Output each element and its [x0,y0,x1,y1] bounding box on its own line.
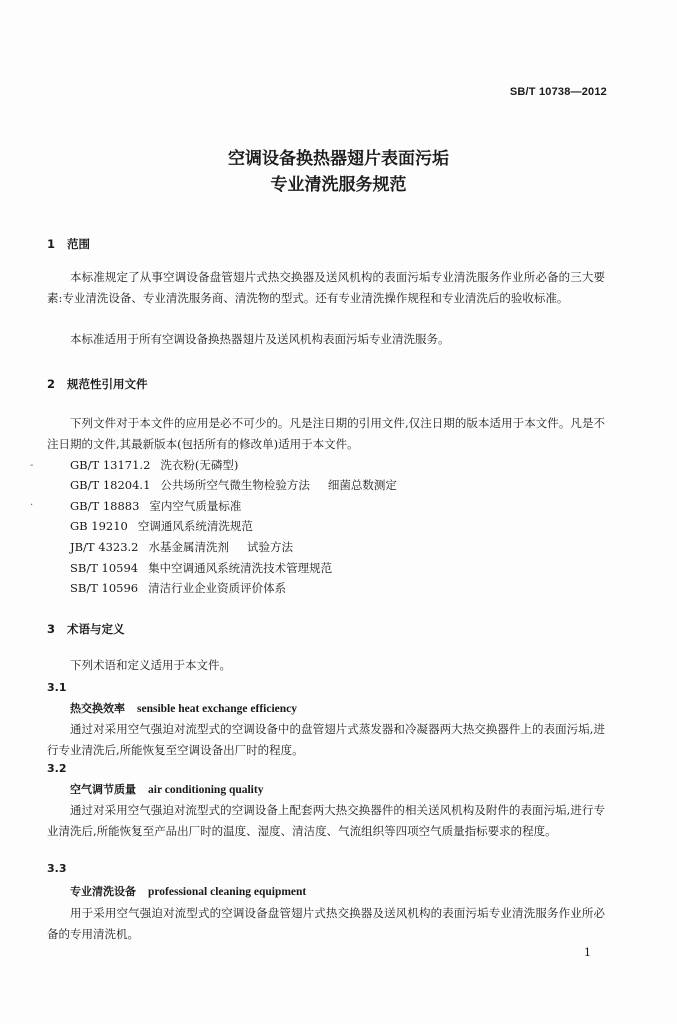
reference-code: GB/T 18883 [70,499,140,513]
scan-mark: - [30,460,34,471]
reference-code: SB/T 10596 [70,581,139,595]
term-definition: 通过对采用空气强迫对流型式的空调设备中的盘管翅片式蒸发器和冷凝器两大热交换器件上的表面污垢,进行专业清洗后,所能恢复至空调设备出厂时的程度。 [47,722,605,757]
reference-title: 清洁行业企业资质评价体系 [148,581,287,595]
reference-title: 集中空调通风系统清洗技术管理规范 [148,561,333,575]
term-heading [70,883,306,899]
term-chinese: 空气调节质量 [70,783,136,796]
section-3-intro: 下列术语和定义适用于本文件。 [70,658,231,672]
page-number: 1 [584,946,591,959]
section-3-heading [47,621,125,637]
reference-subtitle: 细菌总数测定 [327,478,397,492]
reference-item [70,496,241,516]
reference-item [70,475,397,495]
scan-mark: · [30,500,34,511]
reference-code: SB/T 10594 [70,561,139,575]
term-definition: 用于采用空气强迫对流型式的空调设备盘管翅片式热交换器及送风机构的表面污垢专业清洗服务作业所必备的专用清洗机。 [47,906,605,941]
section-1-paragraph-2: 本标准适用于所有空调设备换热器翅片及送风机构表面污垢专业清洗服务。 [70,332,450,346]
term-number: 3.3 [47,862,67,875]
section-number: 3 [47,622,56,636]
standard-code: SB/T 10738—2012 [509,86,607,98]
reference-title: 公共场所空气微生物检验方法 [160,478,310,492]
section-title: 规范性引用文件 [67,377,148,391]
section-title: 范围 [67,237,90,251]
reference-code: GB/T 18204.1 [70,478,151,492]
term-heading [70,700,297,716]
term-english: air conditioning quality [148,784,264,796]
term-english: professional cleaning equipment [148,886,307,898]
reference-item [70,516,253,536]
reference-title: 洗衣粉(无磷型) [160,458,239,472]
reference-code: JB/T 4323.2 [70,540,139,554]
term-number: 3.1 [47,681,67,694]
reference-title: 室内空气质量标准 [149,499,242,513]
section-2-intro: 下列文件对于本文件的应用是必不可少的。凡是注日期的引用文件,仅注日期的版本适用于本文件。凡是不注日期的文件,其最新版本(包括所有的修改单)适用于本文件。 [47,416,605,451]
reference-item [70,455,238,475]
reference-code: GB/T 13171.2 [70,458,151,472]
reference-code: GB 19210 [70,519,128,533]
term-chinese: 热交换效率 [70,702,125,715]
term-heading [70,781,263,797]
section-2-heading [47,376,148,392]
section-title: 术语与定义 [67,622,125,636]
term-definition: 通过对采用空气强迫对流型式的空调设备上配套两大热交换器件的相关送风机构及附件的表面污垢,进行专业清洗后,所能恢复至产品出厂时的温度、湿度、清洁度、气流组织等四项空气质量指标要求的程度。 [47,803,605,838]
term-number: 3.2 [47,762,67,775]
section-number: 2 [47,377,56,391]
reference-subtitle: 试验方法 [247,540,294,554]
document-title-line1: 空调设备换热器翅片表面污垢 [228,149,449,169]
reference-item [70,558,332,578]
section-1-heading [47,236,90,252]
section-number: 1 [47,237,56,251]
reference-item [70,537,293,557]
reference-title: 水基金属清洗剂 [148,540,230,554]
term-chinese: 专业清洗设备 [70,885,136,898]
section-1-paragraph-1: 本标准规定了从事空调设备盘管翅片式热交换器及送风机构的表面污垢专业清洗服务作业所必备的三大要素:专业清洗设备、专业清洗服务商、清洗物的型式。还有专业清洗操作规程和专业清洗后的验收标准。 [47,270,605,305]
reference-item [70,578,286,598]
term-english: sensible heat exchange efficiency [137,703,298,715]
reference-title: 空调通风系统清洗规范 [137,519,253,533]
document-title-line2: 专业清洗服务规范 [270,175,407,195]
